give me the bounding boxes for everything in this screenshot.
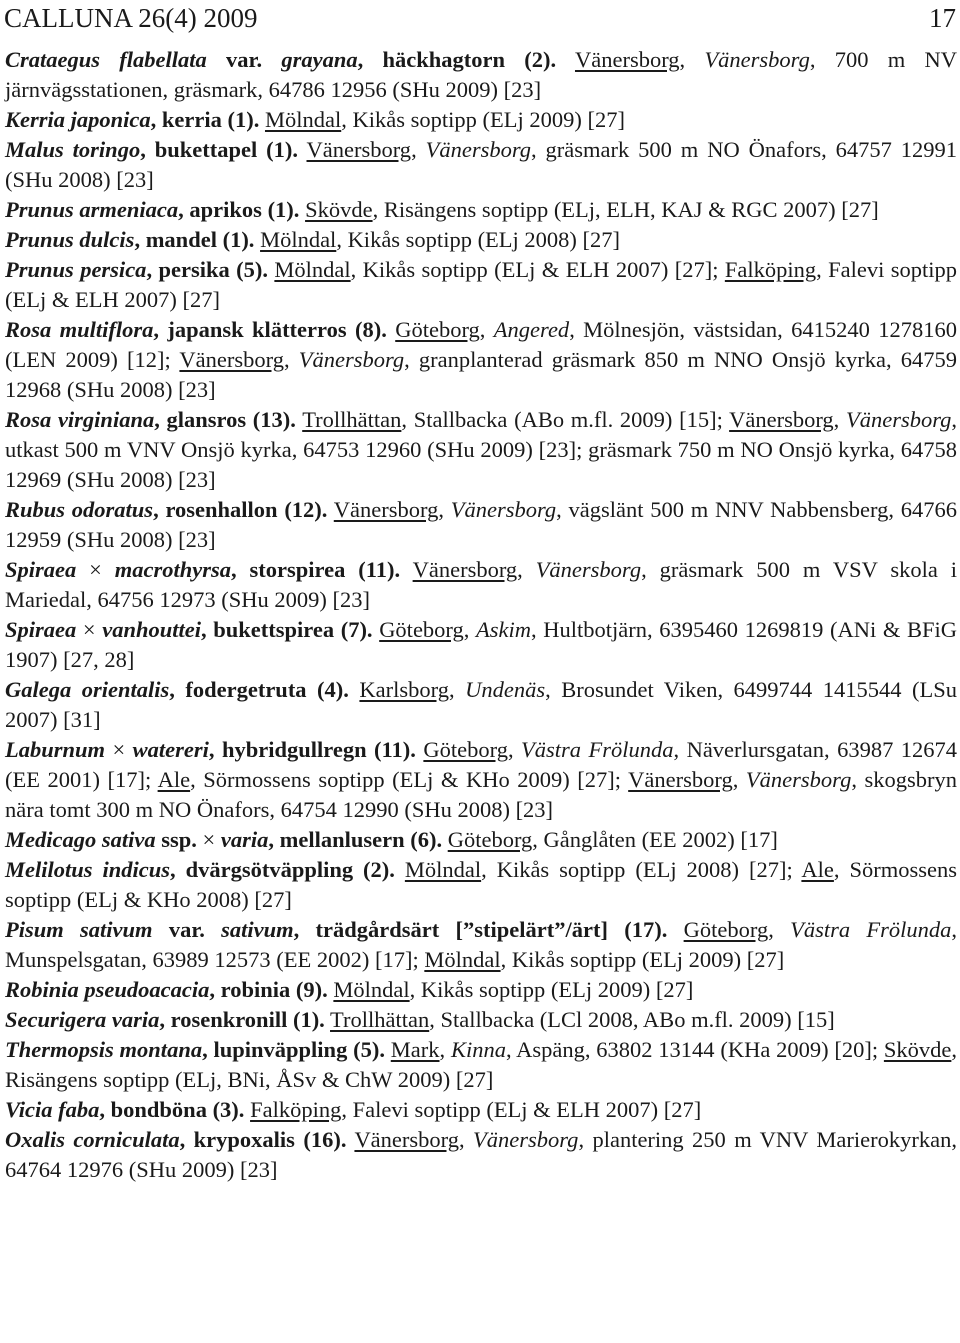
parish: Vänersborg	[473, 1127, 579, 1152]
locality-text: ,	[768, 917, 791, 942]
species-name: Pisum sativum	[5, 917, 153, 942]
municipality: Vänersborg	[179, 347, 284, 372]
municipality: Skövde	[883, 1037, 952, 1062]
municipality: Vänersborg	[729, 407, 834, 432]
vernacular-name: , japansk klätterros (8).	[153, 317, 387, 342]
vernacular-name: , kerria (1).	[150, 107, 260, 132]
vernacular-name: var.	[206, 47, 282, 72]
species-name: Robinia pseudoacacia	[5, 977, 210, 1002]
vernacular-name: , lupinväppling (5).	[202, 1037, 385, 1062]
page-header	[4, 0, 956, 36]
vernacular-name: , rosenhallon (12).	[153, 497, 328, 522]
parish: Västra Frölunda	[521, 737, 674, 762]
locality-text: ,	[283, 347, 299, 372]
municipality: Vänersborg	[412, 557, 518, 582]
species-entry	[5, 825, 957, 855]
locality-text: ,	[833, 407, 846, 432]
species-entry	[5, 1095, 957, 1125]
vernacular-name: , bukettapel (1).	[140, 137, 298, 162]
locality-text: ,	[732, 767, 746, 792]
locality-text: , Risängens soptipp (ELj, BNi, ÅSv & ChW 2009) [27]	[5, 1037, 958, 1092]
vernacular-name: , fodergetruta (4).	[169, 677, 349, 702]
vernacular-name: , trädgårdsärt [”stipelärt”/ärt] (17).	[293, 917, 668, 942]
species-name: Rubus odoratus	[5, 497, 154, 522]
locality-text: , skogsbryn nära tomt 300 m NO Önafors, 64754 12990 (SHu 2008) [23]	[5, 767, 958, 822]
locality-text: , Mölnesjön, västsidan, 6415240 1278160 (LEN 2009) [12];	[5, 317, 958, 372]
locality-text: ,	[463, 617, 477, 642]
locality-text: , vägslänt 500 m NNV Nabbensberg, 64766 12959 (SHu 2008) [23]	[5, 497, 958, 552]
species-name: Rosa virginiana	[5, 407, 155, 432]
hybrid-sign: ×	[112, 737, 126, 762]
species-entry	[5, 1005, 957, 1035]
locality-text: , Sörmossens soptipp (ELj & KHo 2009) [27];	[190, 767, 629, 792]
species-name: Prunus dulcis	[5, 227, 135, 252]
species-entry	[5, 915, 957, 975]
locality-text: , Näverlursgatan, 63987 12674 (EE 2001) [17];	[5, 737, 958, 792]
species-name: Thermopsis montana	[5, 1037, 203, 1062]
species-name: vanhouttei	[95, 617, 201, 642]
species-entry	[5, 405, 957, 495]
hybrid-sign: ×	[202, 827, 216, 852]
species-name: Crataegus flabellata	[5, 47, 207, 72]
species-list	[5, 45, 957, 1185]
municipality: Falköping	[250, 1097, 342, 1122]
vernacular-name: , bukettspirea (7).	[200, 617, 373, 642]
parish: Vänersborg	[535, 557, 642, 582]
parish: Undenäs	[465, 677, 546, 702]
species-entry	[5, 675, 957, 735]
locality-text: , Kikås soptipp (ELj 2009) [27]	[500, 947, 785, 972]
municipality: Vänersborg	[333, 497, 439, 522]
locality-text: , Brosundet Viken, 6499744 1415544 (LSu 2007) [31]	[5, 677, 958, 732]
species-entry	[5, 1125, 957, 1185]
locality-text: , Stallbacka (ABo m.fl. 2009) [15];	[401, 407, 730, 432]
municipality: Göteborg	[423, 737, 508, 762]
locality-text: , utkast 500 m VNV Onsjö kyrka, 64753 12960 (SHu 2009) [23]; gräsmark 750 m NO Onsjö kyrka, 64758 12969 (SHu 2008) [23]	[5, 407, 958, 492]
vernacular-name: , mandel (1).	[134, 227, 255, 252]
species-name: sativum	[221, 917, 294, 942]
species-name: Oxalis corniculata	[5, 1127, 180, 1152]
locality-text: , Stallbacka (LCl 2008, ABo m.fl. 2009) [15]	[429, 1007, 835, 1032]
vernacular-name: , dvärgsötväppling (2).	[170, 857, 395, 882]
locality-text: , Kikås soptipp (ELj 2009) [27]	[409, 977, 694, 1002]
locality-text: , Risängens soptipp (ELj, ELH, KAJ & RGC 2007) [27]	[372, 197, 879, 222]
vernacular-name: , rosenkronill (1).	[159, 1007, 325, 1032]
municipality: Vänersborg	[574, 47, 680, 72]
parish: Västra Frölunda	[790, 917, 952, 942]
vernacular-name: , storspirea (11).	[231, 557, 401, 582]
species-entry	[5, 45, 957, 105]
parish: Vänersborg	[425, 137, 532, 162]
species-name: Kerria japonica	[5, 107, 151, 132]
vernacular-name: , krypoxalis (16).	[179, 1127, 347, 1152]
locality-text	[395, 857, 405, 882]
municipality: Trollhättan	[302, 407, 402, 432]
species-entry	[5, 225, 957, 255]
municipality: Göteborg	[395, 317, 480, 342]
vernacular-name: , mellanlusern (6).	[268, 827, 443, 852]
locality-text: ,	[479, 317, 494, 342]
locality-text: ,	[679, 47, 705, 72]
species-entry	[5, 855, 957, 915]
species-name: Galega orientalis	[5, 677, 170, 702]
locality-text: , Gånglåten (EE 2002) [17]	[532, 827, 778, 852]
vernacular-name: ssp.	[155, 827, 203, 852]
municipality: Göteborg	[447, 827, 533, 852]
vernacular-name: , persika (5).	[146, 257, 268, 282]
hybrid-sign: ×	[82, 617, 96, 642]
municipality: Ale	[157, 767, 191, 792]
parish: Angered	[493, 317, 570, 342]
locality-text	[667, 917, 683, 942]
locality-text: , gräsmark 500 m NO Önafors, 64757 12991 (SHu 2008) [23]	[5, 137, 957, 192]
municipality: Göteborg	[379, 617, 464, 642]
species-name: grayana	[281, 47, 358, 72]
species-entry	[5, 1035, 957, 1095]
vernacular-name: , bondböna (3).	[99, 1097, 245, 1122]
species-entry	[5, 495, 957, 555]
species-name: Melilotus indicus	[5, 857, 170, 882]
species-entry	[5, 615, 957, 675]
municipality: Trollhättan	[330, 1007, 430, 1032]
locality-text	[298, 137, 307, 162]
species-entry	[5, 555, 957, 615]
species-name: Prunus armeniaca	[5, 197, 179, 222]
parish: Vänersborg	[298, 347, 405, 372]
locality-text: , granplanterad gräsmark 850 m NNO Onsjö kyrka, 64759 12968 (SHu 2008) [23]	[5, 347, 957, 402]
locality-text: , Hultbotjärn, 6395460 1269819 (ANi & BFiG 1907) [27, 28]	[5, 617, 957, 672]
locality-text: , Kikås soptipp (ELj 2008) [27];	[481, 857, 802, 882]
species-name: Rosa multiflora	[5, 317, 154, 342]
species-name: Spiraea	[5, 557, 90, 582]
species-entry	[5, 135, 957, 195]
parish: Kinna	[450, 1037, 506, 1062]
locality-text: , Falevi soptipp (ELj & ELH 2007) [27]	[5, 257, 958, 312]
parish: Vänersborg	[845, 407, 952, 432]
municipality: Karlsborg	[359, 677, 449, 702]
locality-text: ,	[459, 1127, 474, 1152]
locality-text: , 700 m NV järnvägsstationen, gräsmark, 64786 12956 (SHu 2009) [23]	[5, 47, 958, 102]
municipality: Göteborg	[683, 917, 769, 942]
locality-text	[387, 317, 395, 342]
vernacular-name: , hybridgullregn (11).	[208, 737, 416, 762]
locality-text: ,	[517, 557, 536, 582]
locality-text: ,	[439, 1037, 451, 1062]
species-entry	[5, 315, 957, 405]
locality-text: , Munspelsgatan, 63989 12573 (EE 2002) [17];	[5, 917, 957, 972]
municipality: Mölndal	[424, 947, 501, 972]
municipality: Vänersborg	[306, 137, 412, 162]
species-name: Securigera varia	[5, 1007, 160, 1032]
species-name: Laburnum	[5, 737, 113, 762]
species-name: varia	[215, 827, 269, 852]
species-entry	[5, 105, 957, 135]
locality-text: , Kikås soptipp (ELj 2008) [27]	[336, 227, 621, 252]
species-entry	[5, 975, 957, 1005]
municipality: Mölndal	[333, 977, 410, 1002]
hybrid-sign: ×	[89, 557, 102, 582]
locality-text: , plantering 250 m VNV Marierokyrkan, 64764 12976 (SHu 2009) [23]	[5, 1127, 957, 1182]
parish: Askim	[476, 617, 532, 642]
municipality: Falköping	[724, 257, 817, 282]
locality-text: , Kikås soptipp (ELj & ELH 2007) [27];	[350, 257, 725, 282]
parish: Vänersborg	[745, 767, 852, 792]
locality-text: ,	[449, 677, 466, 702]
municipality: Mark	[390, 1037, 440, 1062]
locality-text	[556, 47, 575, 72]
vernacular-name: , aprikos (1).	[178, 197, 300, 222]
vernacular-name: var.	[152, 917, 222, 942]
locality-text: , Aspäng, 63802 13144 (KHa 2009) [20];	[505, 1037, 884, 1062]
species-entry	[5, 255, 957, 315]
species-name: Medicago sativa	[5, 827, 156, 852]
municipality: Skövde	[305, 197, 373, 222]
locality-text: , Sörmossens soptipp (ELj & KHo 2008) [27]	[5, 857, 957, 912]
species-entry	[5, 195, 957, 225]
locality-text: ,	[438, 497, 451, 522]
municipality: Vänersborg	[354, 1127, 459, 1152]
journal-title: CALLUNA 26(4) 2009	[4, 3, 258, 33]
species-name: Malus toringo	[5, 137, 141, 162]
vernacular-name: , glansros (13).	[154, 407, 296, 432]
vernacular-name: , robinia (9).	[209, 977, 328, 1002]
page-number: 17	[929, 3, 956, 33]
species-name: watereri	[125, 737, 209, 762]
species-name: macrothyrsa	[101, 557, 232, 582]
locality-text	[400, 557, 412, 582]
municipality: Ale	[801, 857, 834, 882]
vernacular-name: , häckhagtorn (2).	[357, 47, 557, 72]
municipality: Mölndal	[264, 107, 342, 132]
parish: Vänersborg	[704, 47, 810, 72]
locality-text: , Kikås soptipp (ELj 2009) [27]	[341, 107, 625, 132]
locality-text: ,	[507, 737, 522, 762]
municipality: Mölndal	[404, 857, 482, 882]
species-name: Prunus persica	[5, 257, 147, 282]
species-name: Vicia faba	[5, 1097, 100, 1122]
parish: Vänersborg	[450, 497, 557, 522]
species-entry	[5, 735, 957, 825]
species-name: Spiraea	[5, 617, 83, 642]
locality-text	[349, 677, 360, 702]
locality-text: ,	[411, 137, 426, 162]
locality-text: , gräsmark 500 m VSV skola i Mariedal, 64756 12973 (SHu 2009) [23]	[5, 557, 957, 612]
locality-text: , Falevi soptipp (ELj & ELH 2007) [27]	[341, 1097, 702, 1122]
municipality: Mölndal	[274, 257, 351, 282]
municipality: Mölndal	[260, 227, 337, 252]
municipality: Vänersborg	[628, 767, 733, 792]
